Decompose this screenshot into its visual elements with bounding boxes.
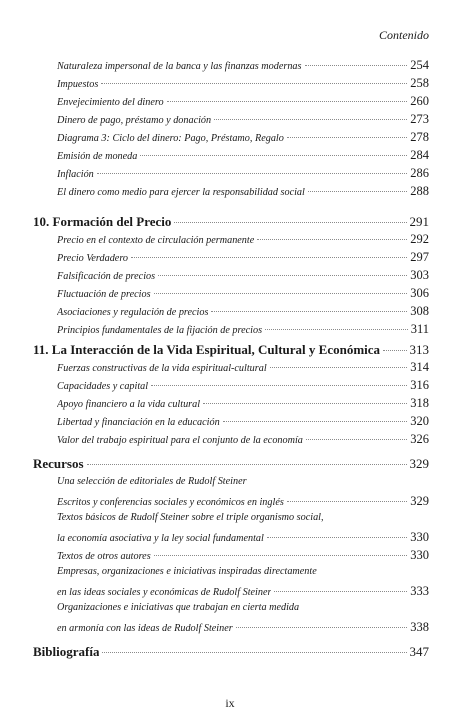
toc-entry bbox=[33, 584, 429, 600]
toc-page-number: 316 bbox=[410, 378, 429, 392]
toc-entry bbox=[33, 548, 429, 564]
dot-leader bbox=[154, 555, 408, 556]
toc-entry bbox=[33, 112, 429, 128]
toc-page-number: 291 bbox=[409, 214, 429, 229]
dot-leader bbox=[257, 239, 407, 240]
dot-leader bbox=[154, 293, 408, 294]
toc-title: 10. Formación del Precio bbox=[33, 214, 172, 229]
toc-title: Precio Verdadero bbox=[57, 253, 129, 264]
dot-leader bbox=[287, 501, 407, 502]
dot-leader bbox=[151, 385, 407, 386]
toc-title: Impuestos bbox=[57, 79, 99, 90]
dot-leader bbox=[214, 119, 407, 120]
toc-entry bbox=[33, 432, 429, 448]
toc-title: Escritos y conferencias sociales y económicos en inglés bbox=[57, 497, 284, 508]
toc-entry bbox=[33, 286, 429, 302]
toc-entry bbox=[33, 530, 429, 546]
toc-page-number: 292 bbox=[410, 232, 429, 246]
toc-entry bbox=[33, 476, 429, 492]
dot-leader bbox=[270, 367, 408, 368]
toc-title: la economía asociativa y la ley social fundamental bbox=[57, 533, 264, 544]
toc-page-number: 258 bbox=[410, 76, 429, 90]
toc-title: 11. La Interacción de la Vida Espiritual, Cultural y Económica bbox=[33, 342, 381, 357]
page-folio: ix bbox=[225, 696, 235, 710]
dot-leader bbox=[236, 627, 408, 628]
toc-title: El dinero como medio para ejercer la responsabilidad social bbox=[57, 187, 305, 198]
toc-title: Fluctuación de precios bbox=[57, 289, 151, 300]
toc-chapter-heading bbox=[33, 214, 429, 232]
toc-title: Emisión de moneda bbox=[57, 151, 138, 162]
toc-entry bbox=[33, 232, 429, 248]
dot-leader bbox=[267, 537, 407, 538]
toc-page-number: 297 bbox=[410, 250, 429, 264]
dot-leader bbox=[383, 350, 406, 351]
toc-entry bbox=[33, 494, 429, 510]
toc-page-number: 273 bbox=[410, 112, 429, 126]
toc-title: Inflación bbox=[57, 169, 94, 180]
toc-page-number: 347 bbox=[409, 644, 429, 659]
toc-title: Naturaleza impersonal de la banca y las finanzas modernas bbox=[57, 61, 302, 72]
toc-title: Libertad y financiación en la educación bbox=[57, 417, 220, 428]
dot-leader bbox=[305, 65, 408, 66]
dot-leader bbox=[308, 191, 407, 192]
dot-leader bbox=[102, 652, 406, 653]
toc-page-number: 278 bbox=[410, 130, 429, 144]
toc-entry bbox=[33, 166, 429, 182]
toc-page-number: 308 bbox=[410, 304, 429, 318]
dot-leader bbox=[287, 137, 407, 138]
toc-entry bbox=[33, 378, 429, 394]
toc-page-number: 318 bbox=[410, 396, 429, 410]
dot-leader bbox=[158, 275, 407, 276]
toc-page-number: 338 bbox=[410, 620, 429, 634]
dot-leader bbox=[203, 403, 407, 404]
dot-leader bbox=[87, 464, 407, 465]
toc-title: Principios fundamentales de la fijación de precios bbox=[57, 325, 263, 336]
dot-leader bbox=[306, 439, 407, 440]
dot-leader bbox=[211, 311, 407, 312]
toc-title: Fuerzas constructivas de la vida espiritual-cultural bbox=[57, 363, 267, 374]
dot-leader bbox=[131, 257, 407, 258]
toc-page-number: 329 bbox=[410, 494, 429, 508]
toc-page-number: 260 bbox=[410, 94, 429, 108]
toc-chapter-heading bbox=[33, 456, 429, 474]
toc-chapter-heading bbox=[33, 644, 429, 662]
toc-page-number: 284 bbox=[410, 148, 429, 162]
dot-leader bbox=[101, 83, 407, 84]
toc-entry bbox=[33, 566, 429, 582]
toc-title: Envejecimiento del dinero bbox=[57, 97, 164, 108]
toc-page-number: 286 bbox=[410, 166, 429, 180]
toc-page-number: 313 bbox=[409, 342, 429, 357]
toc-page-number: 326 bbox=[410, 432, 429, 446]
toc-entry bbox=[33, 94, 429, 110]
toc-title: Empresas, organizaciones e iniciativas inspiradas directamente bbox=[57, 566, 317, 577]
toc-entry bbox=[33, 304, 429, 320]
toc-title: Una selección de editoriales de Rudolf Steiner bbox=[57, 476, 247, 487]
toc-title: Organizaciones e iniciativas que trabajan en cierta medida bbox=[57, 602, 300, 613]
toc-title: en las ideas sociales y económicas de Rudolf Steiner bbox=[57, 587, 272, 598]
dot-leader bbox=[223, 421, 408, 422]
toc-entry bbox=[33, 414, 429, 430]
toc-entry bbox=[33, 130, 429, 146]
dot-leader bbox=[97, 173, 407, 174]
toc-title: Diagrama 3: Ciclo del dinero: Pago, Préstamo, Regalo bbox=[57, 133, 284, 144]
toc-entry bbox=[33, 250, 429, 266]
toc-entry bbox=[33, 602, 429, 618]
toc-entry bbox=[33, 148, 429, 164]
dot-leader bbox=[265, 329, 408, 330]
toc-entry bbox=[33, 360, 429, 376]
toc-title: Recursos bbox=[33, 456, 84, 471]
dot-leader bbox=[274, 591, 407, 592]
toc-entry bbox=[33, 322, 429, 338]
toc-title: Textos de otros autores bbox=[57, 551, 151, 562]
toc-page-number: 306 bbox=[410, 286, 429, 300]
toc-entry bbox=[33, 76, 429, 92]
dot-leader bbox=[140, 155, 407, 156]
dot-leader bbox=[174, 222, 406, 223]
toc-page-number: 314 bbox=[410, 360, 429, 374]
toc-title: Precio en el contexto de circulación permanente bbox=[57, 235, 255, 246]
toc-page-number: 254 bbox=[410, 58, 429, 72]
toc-page-number: 330 bbox=[410, 530, 429, 544]
toc-page-number: 288 bbox=[410, 184, 429, 198]
toc-entry bbox=[33, 268, 429, 284]
toc-title: Capacidades y capital bbox=[57, 381, 149, 392]
toc-entry bbox=[33, 396, 429, 412]
toc-entry bbox=[33, 620, 429, 636]
toc-page-number: 329 bbox=[409, 456, 429, 471]
toc-title: Apoyo financiero a la vida cultural bbox=[57, 399, 201, 410]
toc-entry bbox=[33, 184, 429, 200]
toc-page-number: 320 bbox=[410, 414, 429, 428]
toc-chapter-heading bbox=[33, 342, 429, 360]
toc-page-number: 303 bbox=[410, 268, 429, 282]
toc-page-number: 330 bbox=[410, 548, 429, 562]
toc-title: Textos básicos de Rudolf Steiner sobre el triple organismo social, bbox=[57, 512, 324, 523]
toc-page-number: 311 bbox=[410, 322, 429, 336]
running-head: Contenido bbox=[379, 28, 429, 42]
toc-title: Dinero de pago, préstamo y donación bbox=[57, 115, 212, 126]
toc-title: Valor del trabajo espiritual para el conjunto de la economía bbox=[57, 435, 303, 446]
toc-title: Bibliografía bbox=[33, 644, 100, 659]
toc-entry bbox=[33, 58, 429, 74]
toc-entry bbox=[33, 512, 429, 528]
toc-title: Asociaciones y regulación de precios bbox=[57, 307, 209, 318]
toc-page-number: 333 bbox=[410, 584, 429, 598]
dot-leader bbox=[167, 101, 408, 102]
toc-title: Falsificación de precios bbox=[57, 271, 156, 282]
toc-title: en armonía con las ideas de Rudolf Steiner bbox=[57, 623, 233, 634]
